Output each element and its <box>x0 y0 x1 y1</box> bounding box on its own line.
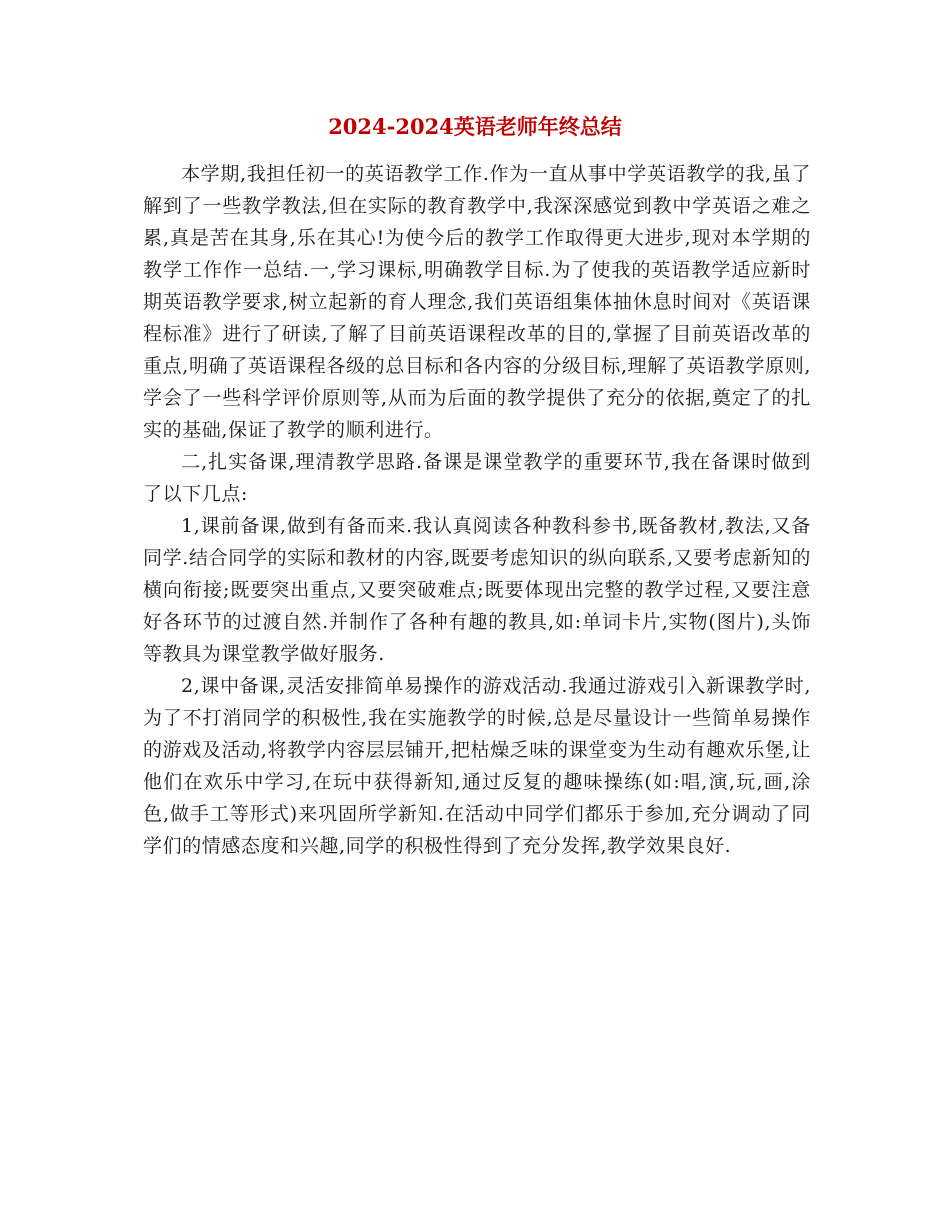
document-body <box>143 158 811 862</box>
document-title: 2024-2024英语老师年终总结 <box>328 114 622 139</box>
paragraph-intro: 本学期,我担任初一的英语教学工作.作为一直从事中学英语教学的我,虽了解到了一些教学教法,但在实际的教育教学中,我深深感觉到教中学英语之难之累,真是苦在其身,乐在其心!为使今后的教学工作取得更大进步,现对本学期的教学工作作一总结.一,学习课标,明确教学目标.为了使我的英语教学适应新时期英语教学要求,树立起新的育人理念,我们英语组集体抽休息时间对《英语课程标准》进行了研读,了解了目前英语课程改革的目的,掌握了目前英语改革的重点,明确了英语课程各级的总目标和各内容的分级目标,理解了英语教学原则,学会了一些科学评价原则等,从而为后面的教学提供了充分的依据,奠定了的扎实的基础,保证了教学的顺利进行。 <box>143 163 811 441</box>
paragraph-section-two: 二,扎实备课,理清教学思路.备课是课堂教学的重要环节,我在备课时做到了以下几点: <box>143 451 811 505</box>
paragraph-point-one: 1,课前备课,做到有备而来.我认真阅读各种教科参书,既备教材,教法,又备同学.结合同学的实际和教材的内容,既要考虑知识的纵向联系,又要考虑新知的横向衔接;既要突出重点,又要突破难点;既要体现出完整的教学过程,又要注意好各环节的过渡自然.并制作了各种有趣的教具,如:单词卡片,实物(图片),头饰等教具为课堂教学做好服务. <box>143 515 811 665</box>
paragraph-point-two: 2,课中备课,灵活安排简单易操作的游戏活动.我通过游戏引入新课教学时,为了不打消同学的积极性,我在实施教学的时候,总是尽量设计一些简单易操作的游戏及活动,将教学内容层层铺开,把枯燥乏味的课堂变为生动有趣欢乐堡,让他们在欢乐中学习,在玩中获得新知,通过反复的趣味操练(如:唱,演,玩,画,涂色,做手工等形式)来巩固所学新知.在活动中同学们都乐于参加,充分调动了同学们的情感态度和兴趣,同学的积极性得到了充分发挥,教学效果良好. <box>143 675 811 857</box>
